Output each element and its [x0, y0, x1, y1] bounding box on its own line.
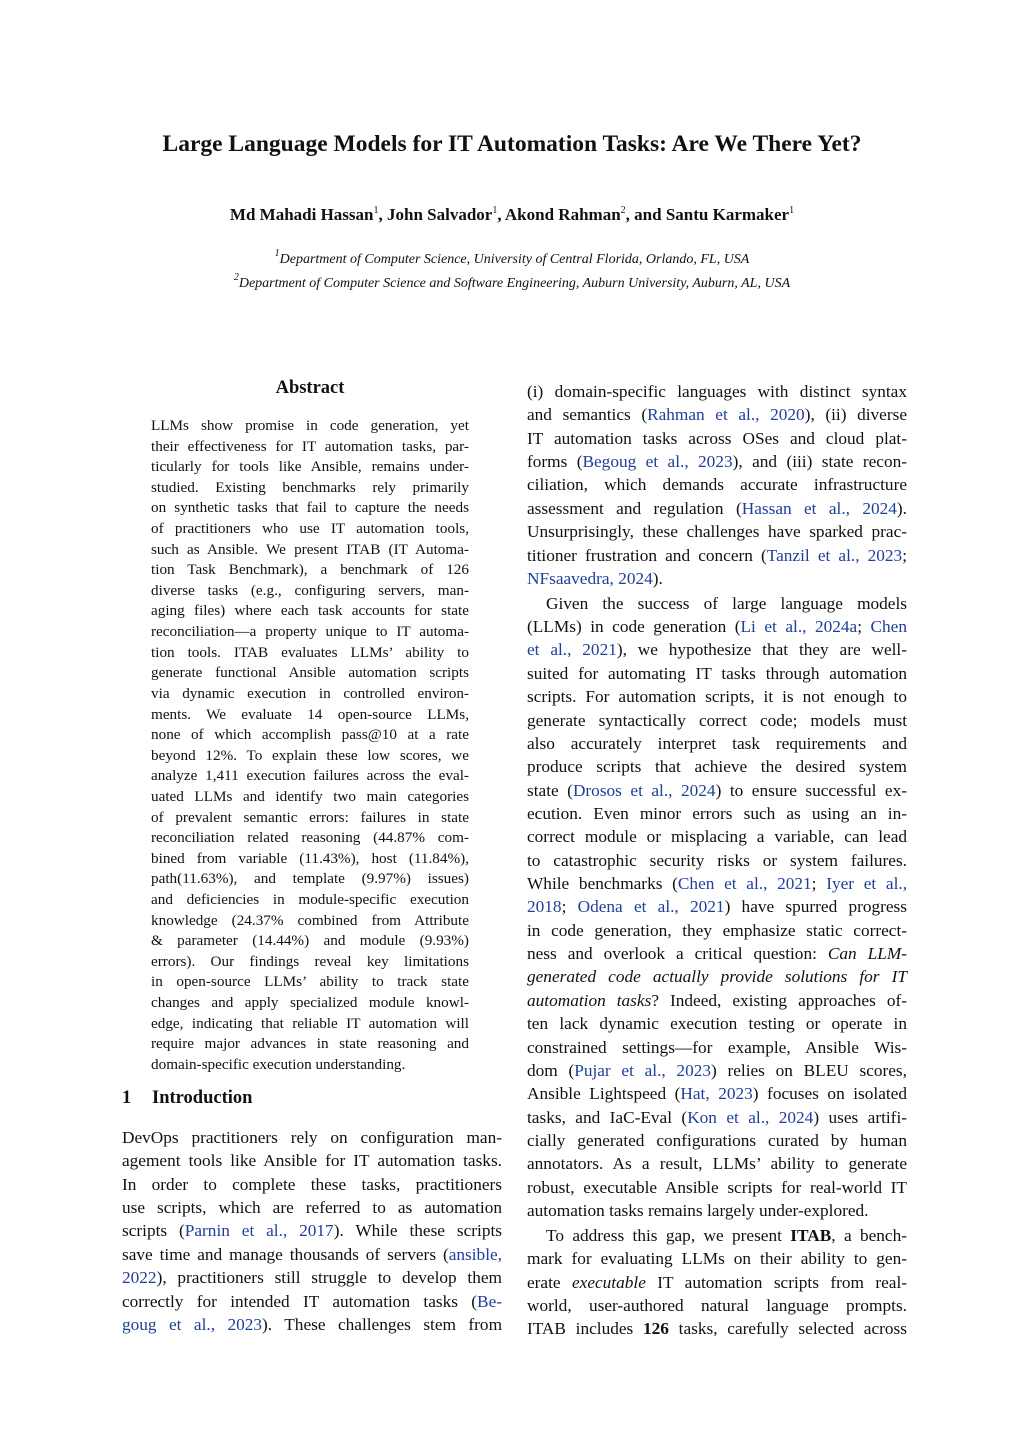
body-text: (LLMs) in code generation (	[527, 617, 741, 637]
body-line	[527, 1082, 907, 1105]
body-text: tasks, and IaC-Eval (	[527, 1107, 688, 1127]
body-text: produce scripts that achieve the desired system	[527, 757, 907, 777]
citation-link[interactable]: Kon et al., 2024	[687, 1107, 814, 1127]
body-text: ) relies on BLEU scores,	[711, 1060, 907, 1080]
body-line	[527, 802, 907, 825]
body-text: assessment and regulation (	[527, 498, 742, 518]
body-line	[527, 544, 907, 567]
body-line	[527, 473, 907, 496]
body-text: ;	[561, 897, 578, 917]
body-line	[527, 1129, 907, 1152]
body-text: ness and overlook a critical question:	[527, 944, 828, 964]
abstract-line: changes and apply specialized module knowl-	[151, 994, 469, 1012]
body-line	[527, 592, 907, 615]
body-text: annotators. As a result, LLMs’ ability to generate	[527, 1154, 907, 1174]
citation-link[interactable]: 2022	[122, 1268, 157, 1288]
body-text: automation tasks remains largely under-explored.	[527, 1201, 869, 1221]
body-text: ITAB	[790, 1225, 832, 1245]
abstract-line: domain-specific execution understanding.	[151, 1055, 406, 1073]
abstract-line: tion tools. ITAB evaluates LLMs’ ability to	[151, 643, 469, 661]
body-text: ecution. Even minor errors such as using an in-	[527, 803, 907, 823]
citation-link[interactable]: 2018	[527, 897, 562, 917]
body-text: forms (	[527, 452, 583, 472]
affiliation-2	[0, 272, 1024, 292]
body-line	[527, 1036, 907, 1059]
body-line	[527, 450, 907, 473]
body-text: IT automation tasks across OSes and cloud plat-	[527, 428, 907, 448]
abstract-body	[151, 416, 469, 1076]
citation-link[interactable]: Chen	[870, 617, 907, 637]
body-line	[527, 497, 907, 520]
body-text: ;	[811, 874, 827, 894]
body-line	[527, 1152, 907, 1175]
author-separator: ,	[378, 205, 387, 224]
section-title: Introduction	[152, 1088, 253, 1108]
citation-link[interactable]: Tanzil et al., 2023	[766, 545, 903, 565]
author-affiliation-mark: 1	[789, 205, 795, 216]
abstract-line: on synthetic tasks that fail to capture the needs	[151, 499, 469, 517]
body-text: cially generated configurations curated by human	[527, 1131, 907, 1150]
author-name: Akond Rahman	[504, 205, 621, 224]
abstract-line: errors). Our findings reveal key limitations	[151, 952, 469, 970]
body-line	[122, 1196, 502, 1219]
body-line	[527, 403, 907, 426]
citation-link[interactable]: Hassan et al., 2024	[741, 498, 897, 518]
affiliation-text: Department of Computer Science and Software Engineering, Auburn University, Auburn, AL, USA	[238, 276, 791, 291]
abstract-line: bined from variable (11.43%), host (11.84%),	[151, 849, 469, 867]
body-text: Ansible Lightspeed (	[527, 1084, 681, 1104]
body-line	[527, 965, 907, 988]
body-line	[527, 849, 907, 872]
body-line	[527, 638, 907, 661]
abstract-line: path(11.63%), and template (9.97%) issues)	[151, 870, 469, 888]
body-text: to catastrophic security risks or system failures.	[527, 850, 907, 870]
citation-link[interactable]: Iyer et al.,	[826, 874, 908, 894]
body-line	[527, 1317, 907, 1340]
body-text: ).	[896, 498, 907, 518]
abstract-line: analyze 1,411 execution failures across the eval-	[151, 767, 469, 785]
body-text: ;	[902, 545, 908, 565]
abstract-line: none of which accomplish pass@10 at a rate	[151, 726, 469, 744]
body-text: ten lack dynamic execution testing or operate in	[527, 1014, 907, 1034]
body-line	[122, 1266, 502, 1289]
body-text: erate	[527, 1272, 572, 1292]
abstract-line: knowledge (24.37% combined from Attribute	[151, 911, 469, 929]
abstract-line: reconciliation—a property unique to IT automa-	[151, 623, 469, 641]
abstract-line: require major advances in state reasoning and	[151, 1035, 469, 1053]
body-text: While benchmarks (	[527, 874, 678, 894]
body-text: executable	[571, 1272, 646, 1292]
body-text: in code generation, they emphasize static correct-	[527, 920, 907, 940]
body-text: ). While these scripts	[333, 1221, 502, 1241]
body-line	[122, 1126, 502, 1149]
citation-link[interactable]: et al., 2021	[527, 640, 617, 660]
body-line	[527, 1059, 907, 1082]
citation-link[interactable]: Odena et al., 2021	[577, 897, 725, 917]
affiliation-mark: 2	[233, 272, 239, 283]
body-line	[527, 685, 907, 708]
body-text: DevOps practitioners rely on configuration man-	[122, 1128, 502, 1147]
body-text: ), we hypothesize that they are well-	[616, 640, 907, 660]
body-line	[527, 427, 907, 450]
body-text: also accurately interpret task requirements and	[527, 733, 907, 753]
body-text: state (	[527, 780, 573, 800]
body-text: automation tasks	[527, 990, 652, 1010]
abstract-line: ments. We evaluate 14 open-source LLMs,	[151, 705, 469, 723]
body-text: To address this gap, we present	[546, 1225, 791, 1245]
citation-link[interactable]: Chen et al., 2021	[677, 874, 812, 894]
abstract-line: & parameter (14.44%) and module (9.93%)	[151, 932, 469, 950]
author-list	[0, 205, 1024, 225]
body-text: IT automation scripts from real-	[645, 1272, 908, 1292]
body-text: In order to complete these tasks, practitioners	[122, 1174, 502, 1194]
abstract-line: in open-source LLMs’ ability to track state	[151, 973, 469, 991]
citation-link[interactable]: ansible,	[448, 1244, 502, 1264]
abstract-line: beyond 12%. To explain these low scores, we	[151, 746, 469, 764]
body-text: ), practitioners still struggle to develop them	[156, 1268, 502, 1288]
body-text: ? Indeed, existing approaches of-	[651, 990, 907, 1010]
body-text: titioner frustration and concern (	[527, 545, 767, 565]
body-line	[527, 1199, 907, 1222]
abstract-line: via dynamic execution in controlled environ-	[151, 684, 469, 702]
body-text: ). These challenges stem from	[262, 1314, 503, 1334]
body-line	[122, 1313, 502, 1336]
body-text: ).	[652, 568, 663, 588]
body-line	[527, 919, 907, 942]
body-text: ;	[857, 617, 871, 637]
body-text: ), (ii) diverse	[804, 405, 908, 425]
abstract-line: aging files) where each task accounts for state	[151, 602, 469, 620]
body-line	[527, 942, 907, 965]
body-line	[527, 1176, 907, 1199]
body-text: Unsurprisingly, these challenges have sparked prac-	[527, 522, 907, 542]
affiliation-text: Department of Computer Science, University of Central Florida, Orlando, FL, USA	[279, 252, 750, 267]
body-text: ciliation, which demands accurate infrastructure	[527, 475, 907, 495]
abstract-line: LLMs show promise in code generation, yet	[151, 417, 469, 434]
intro-left-column	[122, 1126, 502, 1336]
body-text: mark for evaluating LLMs on their ability to gen-	[527, 1249, 907, 1269]
affiliation-1	[0, 248, 1024, 268]
body-line	[527, 825, 907, 848]
abstract-line: their effectiveness for IT automation tasks, par-	[151, 437, 469, 455]
abstract-line: generate functional Ansible automation scripts	[151, 664, 469, 682]
section-heading	[122, 1088, 252, 1109]
author-affiliation-mark: 1	[492, 205, 498, 216]
body-text: dom (	[527, 1060, 575, 1080]
abstract-line: studied. Existing benchmarks rely primarily	[151, 478, 469, 496]
citation-link[interactable]: goug et al., 2023	[122, 1314, 263, 1334]
body-text: ) uses artifi-	[813, 1107, 907, 1127]
body-text: scripts. For automation scripts, it is not enough to	[527, 687, 907, 707]
body-text: Can LLM-	[827, 944, 907, 964]
body-line	[527, 1271, 907, 1294]
abstract-line: diverse tasks (e.g., configuring servers, man-	[151, 581, 469, 599]
abstract-line: such as Ansible. We present ITAB (IT Automa-	[151, 540, 469, 558]
body-line	[527, 1247, 907, 1270]
citation-link[interactable]: NFsaavedra, 2024	[527, 568, 653, 588]
citation-link[interactable]: Pujar et al., 2023	[574, 1060, 711, 1080]
citation-link[interactable]: Drosos et al., 2024	[572, 780, 716, 800]
citation-link[interactable]: Be-	[477, 1291, 502, 1311]
abstract-line: reconciliation related reasoning (44.87% com-	[151, 829, 469, 847]
body-text: suited for automating IT tasks through automation	[527, 663, 907, 683]
abstract-line: tion Task Benchmark), a benchmark of 126	[151, 561, 469, 579]
body-line	[122, 1219, 502, 1242]
author-name: Md Mahadi Hassan	[229, 205, 374, 224]
body-text: correct module or misplacing a variable, can lead	[527, 827, 907, 847]
body-text: tasks, carefully selected across	[668, 1319, 907, 1339]
body-line	[527, 380, 907, 403]
body-line	[527, 989, 907, 1012]
abstract-line: edge, indicating that reliable IT automation will	[151, 1014, 469, 1032]
body-text: ) focuses on isolated	[752, 1084, 907, 1104]
body-text: ) to ensure successful ex-	[715, 780, 907, 800]
body-text: generate syntactically correct code; models must	[527, 710, 907, 730]
body-line	[122, 1290, 502, 1313]
body-line	[527, 732, 907, 755]
abstract-heading: Abstract	[275, 378, 345, 398]
abstract-line: of prevalent semantic errors: failures in state	[151, 808, 469, 826]
body-text: scripts (	[122, 1221, 185, 1241]
author-affiliation-mark: 2	[620, 205, 626, 216]
author-name: Santu Karmaker	[665, 205, 790, 224]
author-name: John Salvador	[387, 205, 493, 224]
citation-link[interactable]: Rahman et al., 2020	[647, 405, 805, 425]
body-text: generated code actually provide solutions for IT	[527, 967, 907, 987]
citation-link[interactable]: Hat, 2023	[680, 1084, 753, 1104]
body-text: , a bench-	[831, 1225, 907, 1245]
paper-title: Large Language Models for IT Automation Tasks: Are We There Yet?	[162, 131, 862, 157]
body-text: robust, executable Ansible scripts for real-world IT	[527, 1177, 907, 1197]
body-line	[527, 1294, 907, 1317]
body-line	[527, 615, 907, 638]
body-line	[527, 755, 907, 778]
body-text: 126	[643, 1319, 669, 1339]
body-line	[527, 779, 907, 802]
body-line	[122, 1243, 502, 1266]
body-line	[527, 895, 907, 918]
body-text: world, user-authored natural language prompts.	[527, 1296, 907, 1316]
body-line	[527, 662, 907, 685]
body-text: ) have spurred progress	[724, 897, 908, 917]
abstract-line: and deficiencies in module-specific execution	[151, 891, 469, 909]
section-number: 1	[122, 1088, 132, 1108]
citation-link[interactable]: Parnin et al., 2017	[184, 1221, 334, 1241]
author-affiliation-mark: 1	[373, 205, 379, 216]
body-text: use scripts, which are referred to as automation	[122, 1198, 502, 1218]
abstract-line: of practitioners who use IT automation tools,	[151, 520, 469, 538]
body-line	[122, 1149, 502, 1172]
body-line	[527, 1012, 907, 1035]
body-line	[527, 567, 907, 590]
body-text: agement tools like Ansible for IT automation tasks.	[122, 1151, 502, 1171]
body-text: ), and (iii) state recon-	[732, 452, 907, 472]
body-text: correctly for intended IT automation tasks (	[122, 1291, 478, 1311]
body-text: and semantics (	[527, 405, 648, 425]
body-line	[527, 709, 907, 732]
body-text: ITAB includes	[527, 1319, 643, 1339]
body-line	[527, 1224, 907, 1247]
body-line	[122, 1173, 502, 1196]
citation-link[interactable]: Begoug et al., 2023	[582, 452, 733, 472]
author-separator: ,	[497, 205, 505, 224]
intro-right-column	[527, 380, 907, 1341]
body-text: constrained settings—for example, Ansible Wis-	[527, 1037, 907, 1057]
body-line	[527, 520, 907, 543]
body-text: (i) domain-specific languages with distinct syntax	[527, 382, 907, 401]
body-line	[527, 872, 907, 895]
abstract-line: uated LLMs and identify two main categories	[151, 787, 469, 805]
citation-link[interactable]: Li et al., 2024a	[740, 617, 858, 637]
body-text: Given the success of large language models	[546, 593, 907, 613]
affiliation-mark: 1	[274, 248, 280, 259]
body-text: save time and manage thousands of servers (	[122, 1244, 449, 1264]
body-line	[527, 1106, 907, 1129]
author-separator: , and	[625, 205, 666, 224]
abstract-line: ticularly for tools like Ansible, remains under-	[151, 458, 469, 476]
